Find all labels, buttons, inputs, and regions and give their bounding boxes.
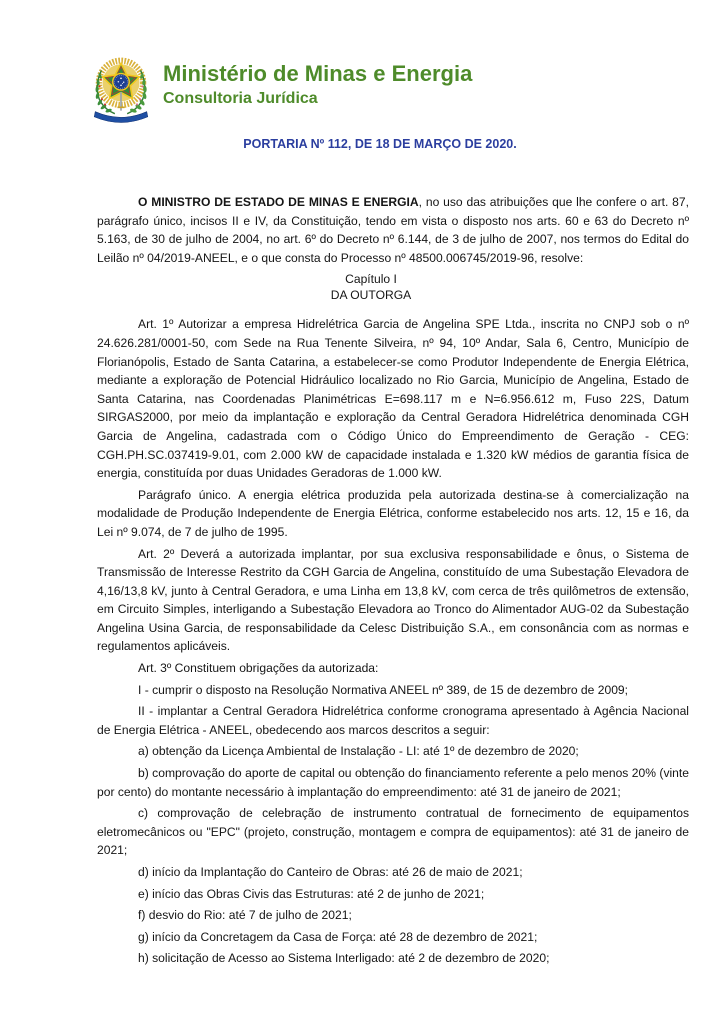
ordinance-body: [97, 193, 689, 971]
brazil-coat-of-arms-icon: [90, 55, 152, 123]
article-3: Art. 3º Constituem obrigações da autorizada:: [138, 661, 379, 676]
milestone-h: h) solicitação de Acesso ao Sistema Interligado: até 2 de dezembro de 2020;: [138, 951, 550, 966]
ministry-name: Ministério de Minas e Energia: [163, 61, 473, 86]
milestone-a: a) obtenção da Licença Ambiental de Instalação - LI: até 1º de dezembro de 2020;: [138, 744, 579, 759]
milestone-f: f) desvio do Rio: até 7 de julho de 2021;: [138, 908, 352, 923]
chapter-heading: [97, 271, 689, 303]
milestone-e: e) início das Obras Civis das Estruturas: até 2 de junho de 2021;: [138, 886, 485, 901]
article-2: Art. 2º Deverá a autorizada implantar, por sua exclusiva responsabilidade e ônus, o Sistema de Transmissão de Interesse Restrito da CGH Garcia de Angelina, constituído de uma Subestação Elevadora de 4,16/13,8 kV, junto à Central Geradora, e uma Linha em 13,8 kV, com cerca de três quilômetros de extensão, em Circuito Simples, interligando a Subestação Elevadora ao Tronco do Alimentador AUG-02 da Subestação Angelina Usina Garcia, de responsabilidade da Celesc Distribuição S.A., em consonância com as normas e regulamentos aplicáveis.: [97, 546, 689, 654]
preamble-text: , no uso das atribuições que lhe confere o art. 87, parágrafo único, incisos II e IV, da Constituição, tendo em vista o disposto nos arts. 60 e 63 do Decreto nº 5.163, de 30 de julho de 2004, no art. 6º do Decreto nº 6.144, de 3 de julho de 2007, nos termos do Edital do Leilão nº 04/2019-ANEEL, e o que consta do Processo nº 48500.006745/2019-96, resolve:: [97, 195, 689, 265]
department-name: Consultoria Jurídica: [163, 90, 318, 107]
milestone-c: c) comprovação de celebração de instrumento contratual de fornecimento de equipamentos eletromecânicos ou "EPC" (projeto, construção, montagem e compra de equipamentos): até 31 de janeiro de 2021;: [97, 806, 689, 858]
article-3-inciso-i: I - cumprir o disposto na Resolução Normativa ANEEL nº 389, de 15 de dezembro de 2009;: [138, 682, 629, 697]
article-1: Art. 1º Autorizar a empresa Hidrelétrica Garcia de Angelina SPE Ltda., inscrita no CNPJ sob o nº 24.626.281/0001-50, com Sede na Rua Tenente Silveira, nº 94, 10º Andar, Sala 6, Centro, Município de Florianópolis, Estado de Santa Catarina, a estabelecer-se como Produtor Independente de Energia Elétrica, mediante a exploração de Potencial Hidráulico localizado no Rio Garcia, Município de Angelina, Estado de Santa Catarina, nas Coordenadas Planimétricas E=698.117 m e N=6.956.612 m, Fuso 22S, Datum SIRGAS2000, por meio da implantação e exploração da Central Geradora Hidrelétrica denominada CGH Garcia de Angelina, cadastrada com o Código Único do Empreendimento de Geração - CEG: CGH.PH.SC.037419-9.01, com 2.000 kW de capacidade instalada e 1.320 kW médios de garantia física de energia, constituída por duas Unidades Geradoras de 1.000 kW.: [97, 317, 689, 481]
chapter-number: Capítulo I: [345, 272, 397, 287]
article-1-sole-paragraph: Parágrafo único. A energia elétrica produzida pela autorizada destina-se à comercialização na modalidade de Produção Independente de Energia Elétrica, conforme estabelecido nos arts. 12, 15 e 16, da Lei nº 9.074, de 7 de julho de 1995.: [97, 487, 689, 539]
emblem-ribbon: [94, 112, 148, 123]
emblem-blue-disc: [113, 74, 129, 90]
article-3-inciso-ii: II - implantar a Central Geradora Hidrelétrica conforme cronograma apresentado à Agência Nacional de Energia Elétrica - ANEEL, obedecendo aos marcos descritos a seguir:: [97, 704, 689, 737]
milestone-d: d) início da Implantação do Canteiro de Obras: até 26 de maio de 2021;: [138, 865, 523, 879]
milestone-g: g) início da Concretagem da Casa de Força: até 28 de dezembro de 2021;: [138, 929, 538, 944]
milestone-b: b) comprovação do aporte de capital ou obtenção do financiamento referente a pelo menos 20% (vinte por cento) do montante necessário à implantação do empreendimento: até 31 de janeiro de 2021;: [97, 766, 689, 799]
ordinance-title: PORTARIA Nº 112, DE 18 DE MARÇO DE 2020.: [243, 137, 517, 151]
preamble: [97, 193, 689, 267]
chapter-title: DA OUTORGA: [330, 288, 412, 303]
preamble-authority: O MINISTRO DE ESTADO DE MINAS E ENERGIA: [138, 195, 419, 209]
